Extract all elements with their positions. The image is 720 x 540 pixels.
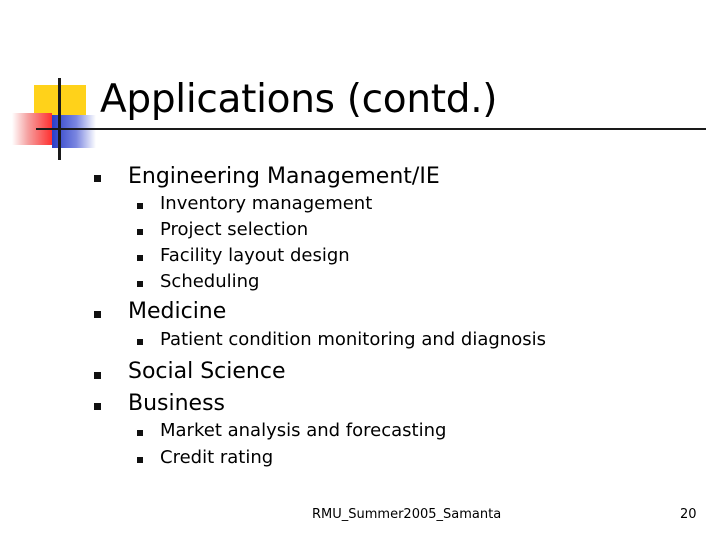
square-bullet-icon [94, 175, 101, 182]
sub-bullet-label: Patient condition monitoring and diagnosis [160, 329, 546, 350]
title-underline [36, 128, 706, 130]
sub-bullet-label: Market analysis and forecasting [160, 420, 447, 441]
square-bullet-icon [137, 281, 143, 287]
square-bullet-icon [137, 203, 143, 209]
square-bullet-icon [137, 255, 143, 261]
square-bullet-icon [94, 372, 101, 379]
square-bullet-icon [137, 457, 143, 463]
square-bullet-icon [137, 430, 143, 436]
square-bullet-icon [94, 311, 101, 318]
bullet-label: Engineering Management/IE [128, 164, 440, 189]
slide-title: Applications (contd.) [100, 77, 498, 122]
bullet-label: Social Science [128, 359, 286, 384]
page-number: 20 [680, 507, 697, 522]
bullet-label: Business [128, 391, 226, 416]
sub-bullet-label: Inventory management [160, 193, 373, 214]
sub-bullet-label: Credit rating [160, 447, 274, 468]
title-decoration-vertical-line [58, 78, 61, 160]
square-bullet-icon [94, 403, 101, 410]
sub-bullet-label: Facility layout design [160, 245, 350, 266]
footer-text: RMU_Summer2005_Samanta [312, 507, 502, 522]
square-bullet-icon [137, 339, 143, 345]
sub-bullet-label: Project selection [160, 219, 309, 240]
sub-bullet-label: Scheduling [160, 271, 260, 292]
square-bullet-icon [137, 229, 143, 235]
bullet-label: Medicine [128, 299, 227, 324]
